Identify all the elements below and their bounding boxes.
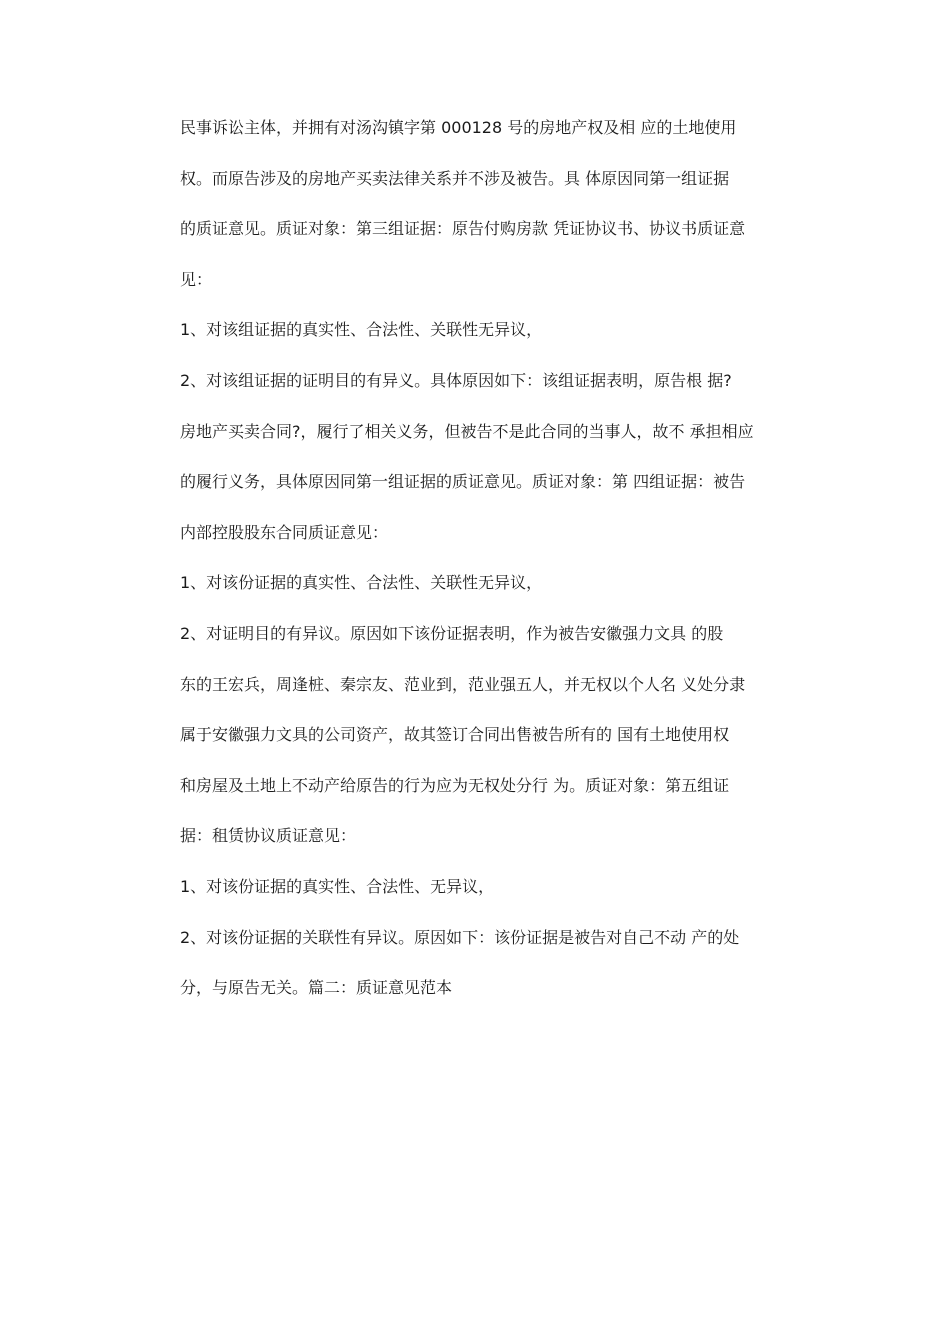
text-line: 民事诉讼主体，并拥有对汤沟镇字第 000128 号的房地产权及相 应的土地使用 [180,118,737,137]
text-line: 属于安徽强力文具的公司资产，故其签订合同出售被告所有的 国有土地使用权 [180,725,730,745]
text-line: 和房屋及土地上不动产给原告的行为应为无权处分行 为。质证对象：第五组证 [180,775,730,795]
list-item: 1、对该组证据的真实性、合法性、关联性无异议， [180,320,543,340]
list-item: 2、对该份证据的关联性有异议。原因如下：该份证据是被告对自己不动 产的处 [180,927,740,947]
list-item: 1、对该份证据的真实性、合法性、无异议， [180,876,495,896]
text-line: 分，与原告无关。篇二：质证意见范本 [180,978,453,998]
text-line: 的质证意见。质证对象：第三组证据：原告付购房款 凭证协议书、协议书质证意 [180,219,746,239]
text-line: 据：租赁协议质证意见： [180,826,357,846]
text-line: 房地产买卖合同?，履行了相关义务，但被告不是此合同的当事人，故不 承担相应 [180,421,754,441]
document-body [180,113,780,1024]
text-line: 内部控股股东合同质证意见： [180,522,389,542]
list-item: 2、对该组证据的证明目的有异义。具体原因如下：该组证据表明，原告根 据? [180,370,732,390]
text-line: 权。而原告涉及的房地产买卖法律关系并不涉及被告。具 体原因同第一组证据 [180,168,730,188]
text-line: 的履行义务，具体原因同第一组证据的质证意见。质证对象：第 四组证据：被告 [180,472,746,492]
list-item: 2、对证明目的有异议。原因如下该份证据表明，作为被告安徽强力文具 的股 [180,623,724,643]
text-line: 见： [180,269,213,289]
list-item: 1、对该份证据的真实性、合法性、关联性无异议， [180,573,543,593]
text-line: 东的王宏兵，周逢桩、秦宗友、范业到，范业强五人，并无权以个人名 义处分隶 [180,674,746,694]
